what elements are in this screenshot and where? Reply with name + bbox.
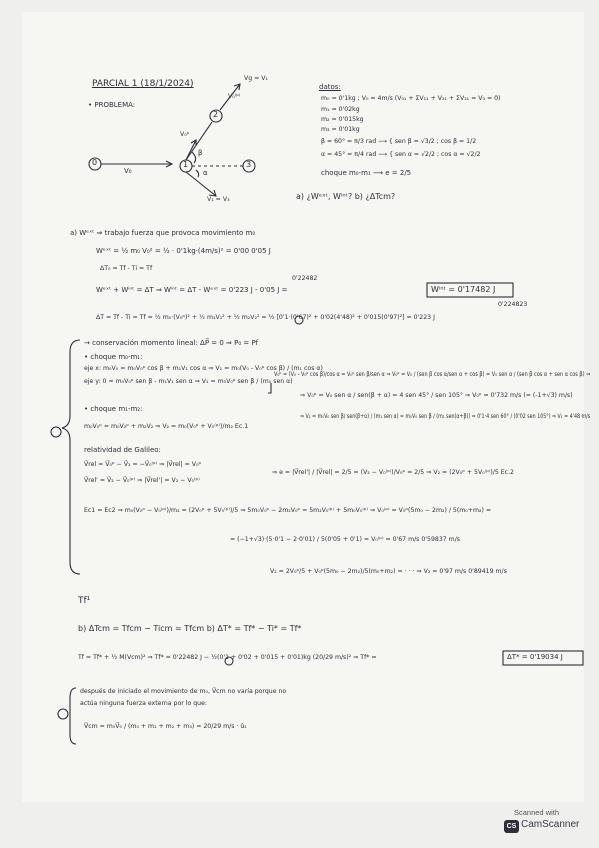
- part-b-result: ΔT* = 0'19034 J: [507, 653, 563, 661]
- choque-2-eq: m₀V₀ᵖ = m₀V₂ᵖ + m₂V₂ ⇒ V₂ = m₀(V₀ᵖ + V₀⁽ᵖ⁾)/m₂ Ec.1: [84, 423, 249, 430]
- result-v0p-2: ⇒ V₀ᵖ = V₀ sen α / sen(β + α) = 4 sen 45° / sen 105° ⇒ V₀ᵖ = 0'732 m/s (= (-1+√3) m/s): [300, 392, 573, 399]
- wext-eq: Wᵉˣᵗ = ½ m₀ V₀² = ½ · 0'1kg·(4m/s)² = 0'00 0'05 J: [96, 247, 271, 255]
- annotation-1: 0'22482: [292, 275, 318, 282]
- annotation-2: 0'224823: [498, 301, 528, 308]
- datos-line-6: α = 45° = π/4 rad ⟶ { sen α = √2/2 ; cos α = √2/2: [321, 151, 481, 158]
- v1-label: V₁ = V₃: [207, 196, 230, 203]
- part-b-kinetic-eq: Tf = Tf* + ½ M(Vcm)² ⇒ Tf* = 0'22482 J − ½(0'1 + 0'02 + 0'015 + 0'01)kg (20/29 m/s)² ⇒ Tf* =: [78, 654, 377, 661]
- v0p-label: V₀ᵖ: [180, 131, 190, 138]
- watermark-scanned-text: Scanned with: [514, 808, 560, 817]
- watermark-brand-text: CamScanner: [521, 819, 580, 830]
- choque-2-label: • choque m₁-m₂:: [84, 405, 143, 413]
- galileo-eq-2: V⃗rel' = V⃗₂ − V⃗₀⁽ᵖ⁾ ⇒ |V⃗rel'| = V₂ − V₀⁽ᵖ⁾: [84, 477, 200, 484]
- v0-label: V₀: [124, 167, 132, 175]
- datos-title: datos:: [319, 83, 341, 91]
- part-b-mark: Tf¹: [78, 596, 91, 606]
- beta-label: β: [198, 149, 203, 157]
- mass-2-label: 2: [213, 110, 219, 119]
- mass-0-label: 0: [92, 158, 98, 167]
- datos-line-3: m₂ = 0'015kg: [321, 116, 364, 123]
- delta-t-equation: ΔT = Tf - Ti = Tf = ½ m₀·(V₀ᵖ)² + ½ m₁V₁² + ½ m₂V₂² = ½ [0'1·(0'67)² + 0'02(4'48)² + 0'015(0'97)²] = 0'223 J: [96, 314, 435, 321]
- questions: a) ¿Wᵉˣᵗ, Wⁱⁿᵗ? b) ¿ΔTcm?: [296, 192, 396, 201]
- galileo-title: relatividad de Galileo:: [84, 446, 161, 454]
- page-title: PARCIAL 1 (18/1/2024): [92, 79, 194, 89]
- mass-3-label: 3: [246, 160, 252, 169]
- choque-1-label: • choque m₀-m₁:: [84, 353, 143, 361]
- camscanner-watermark: [502, 808, 588, 838]
- work-equation: Wᵉˣᵗ + Wⁱⁿᵗ = ΔT ⇒ Wⁱⁿᵗ = ΔT - Wᵉˣᵗ = 0'223 J - 0'05 J =: [96, 286, 288, 294]
- eje-y-eq: eje y: 0 = m₀V₀ᵖ sen β - m₁V₁ sen α ⇒ V₁ = m₀V₀ᵖ sen β / (m₁ sen α): [84, 378, 293, 385]
- galileo-eq-3: ⇒ e = |V⃗rel'| / |V⃗rel| = 2/5 = (V₂ − V₀⁽ᵖ⁾)/V₀ᵖ = 2/5 ⇒ V₂ = (2V₀ᵖ + 5V₀⁽ᵖ⁾)/5 Ec.2: [272, 469, 514, 476]
- eje-x-eq: eje x: m₀V₀ = m₀V₀ᵖ cos β + m₁V₁ cos α ⇒ V₁ = m₀(V₀ - V₀ᵖ cos β) / (m₁ cos α): [84, 365, 323, 372]
- win-result: Wⁱⁿᵗ = 0'17482 J: [431, 285, 496, 294]
- datos-line-7: choque m₀-m₁ ⟶ e = 2/5: [321, 169, 412, 177]
- datos-line-4: m₃ = 0'01kg: [321, 126, 360, 133]
- ec12-eq: Ec1 = Ec2 ⇒ m₀(V₀ᵖ − V₀⁽ᵖ⁾)/m₂ = (2V₀ᵖ + 5V₀⁽ᵖ⁾)/5 ⇒ 5m₀V₀ᵖ − 2m₂V₀ᵖ = 5m₂V₀⁽ᵖ⁾ + 5m₀V₀⁽ᵖ⁾ ⇒ V₀⁽ᵖ⁾ = V₀ᵖ(5m₀ − 2m₂) / 5(m₀+m₂) =: [84, 507, 492, 514]
- problem-label: • PROBLEMA:: [88, 101, 136, 109]
- mass-1-label: 1: [183, 160, 189, 169]
- note-line-1: después de iniciado el movimiento de m₀, V⃗cm no varía porque no: [80, 688, 287, 695]
- momentum-title: → conservación momento lineal: ΔP⃗ = 0 ⇒ P₀ = Pf: [84, 339, 259, 347]
- galileo-eq-1: V⃗rel = V⃗₀ᵖ − V⃗₂ = −V⃗₀⁽ᵖ⁾ ⇒ |V⃗rel| = V₀ᵖ: [84, 461, 202, 468]
- vg-label: Vg = V₁: [244, 75, 268, 82]
- result-v0pp: = (−1+√3)·(5·0'1 − 2·0'01) / 5(0'05 + 0'1) = V₀⁽ᵖ⁾ = 0'67 m/s 0'59837 m/s: [230, 536, 460, 543]
- datos-line-5: β = 60° = π/3 rad ⟶ { sen β = √3/2 ; cos β = 1/2: [321, 138, 477, 145]
- camscanner-logo-icon: CS: [504, 820, 519, 833]
- note-line-2: actúa ninguna fuerza externa por lo que:: [80, 700, 207, 707]
- datos-line-2: m₁ = 0'02kg: [321, 106, 360, 113]
- delta-t-def: ΔT₀ = Tf - Ti = Tf: [100, 265, 153, 272]
- result-v0p-1: V₀ᵖ = (V₀ - V₀ᵖ cos β)/cos α = V₀ᵖ sen β/sen α ⇒ V₀ᵖ = V₀ / (sen β cos α/sen α + cos β) = V₀ sen α / (sen β cos α + sen α cos β) ⇒: [274, 371, 591, 378]
- part-a-intro: a) Wᵉˣᵗ ⇒ trabajo fuerza que provoca movimiento m₀: [70, 229, 256, 237]
- v0pp-label: V₀⁽ᵖ⁾: [228, 93, 241, 100]
- datos-line-1: m₀ = 0'1kg ; V₀ = 4m/s (V₀₁ + ΣV₁₁ + V₂₁ + ΣV₂₁ = V₃ = 0): [321, 95, 501, 102]
- alpha-label: α: [203, 169, 208, 177]
- vcm-eq: V⃗cm = m₀V⃗₀ / (m₀ + m₁ + m₂ + m₃) = 20/29 m/s · û₁: [84, 723, 247, 730]
- result-v2: V₂ = 2V₀ᵖ/5 + V₀ᵖ(5m₀ − 2m₂)/5(m₀+m₂) = · · · ⇒ V₂ = 0'97 m/s 0'89419 m/s: [270, 568, 507, 575]
- result-v1: ⇒ V₁ = m₀V₀ sen β/ sen(β+α) / (m₁ sen α) = m₀V₀ sen β / (m₁ sen(α+β)) = 0'1·4 sen 60° / (0'02 sen 105°) ⇒ V₁ = 4'48 m/s: [300, 413, 591, 420]
- part-b-delta-t: b) ΔTcm = Tfcm − Ticm = Tfcm b) ΔT* = Tf* − Ti* = Tf*: [78, 624, 302, 633]
